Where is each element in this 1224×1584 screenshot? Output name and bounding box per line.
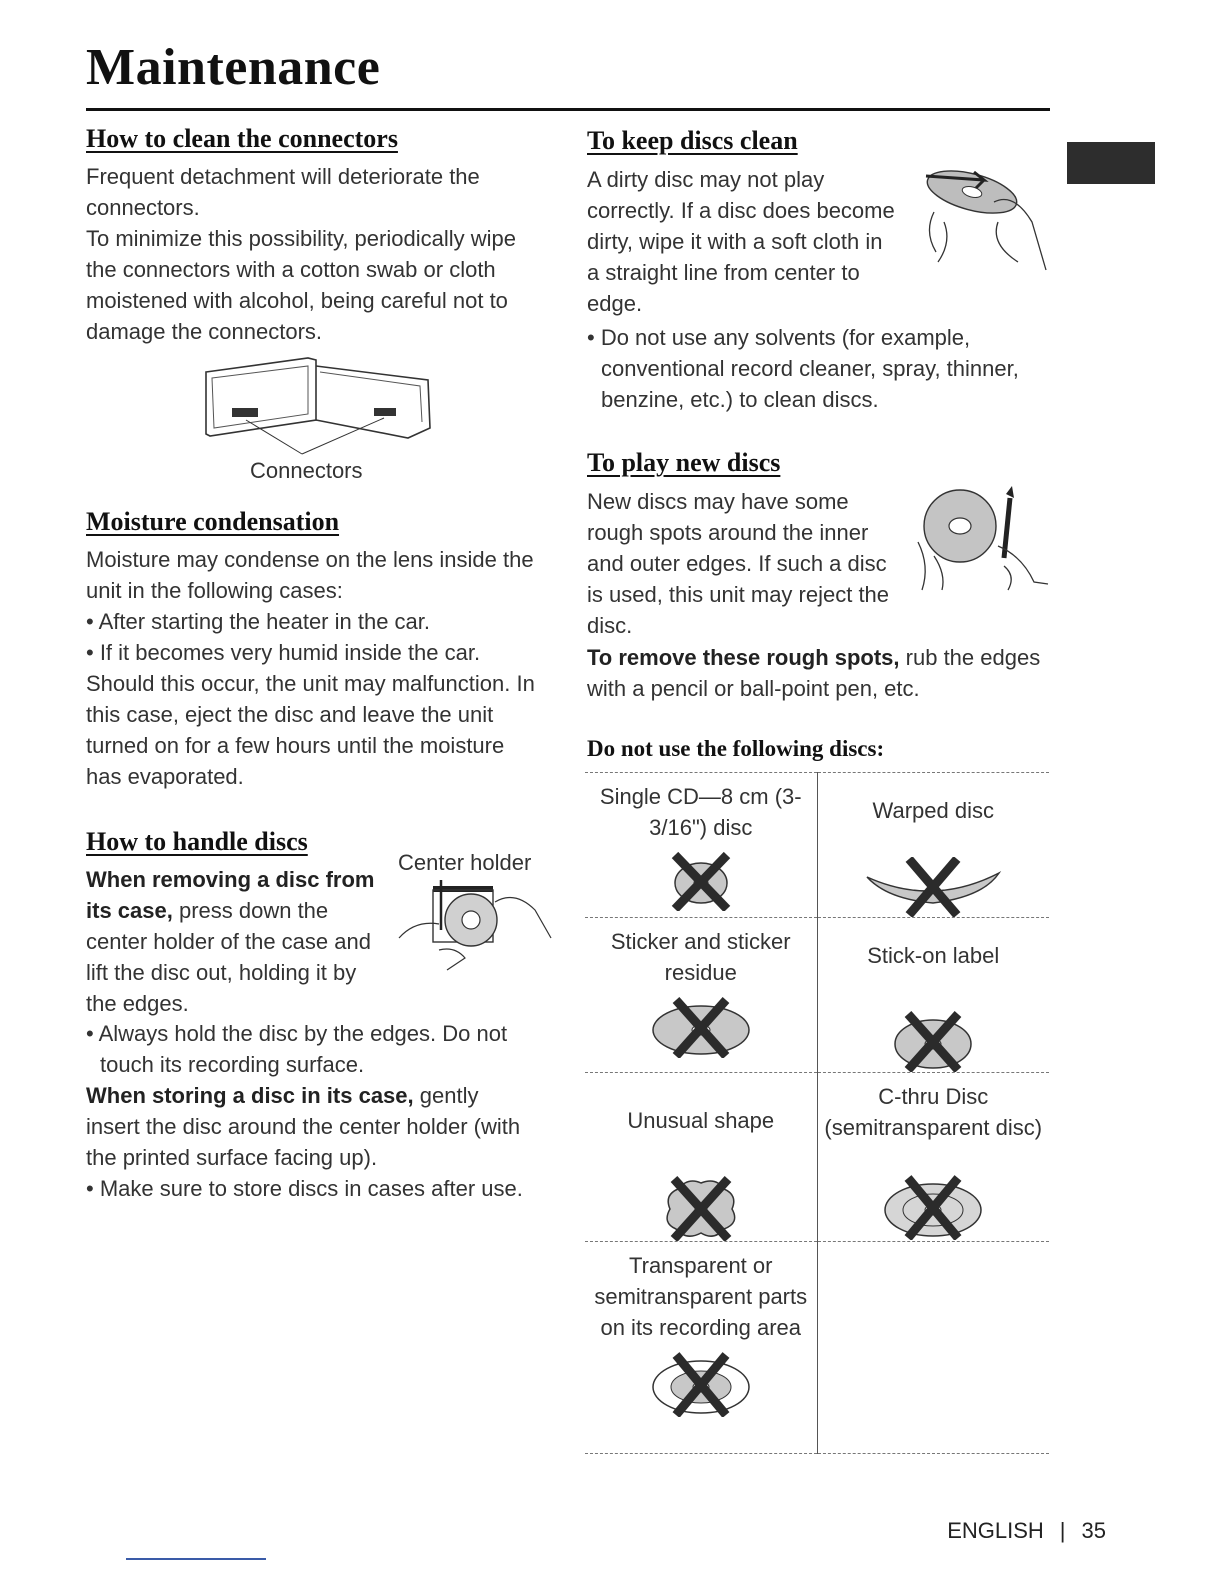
disc-cell-transparent-parts	[585, 1242, 817, 1454]
removing-text: press down the center holder of the case and lift the disc out, holding it by the edges.	[86, 898, 371, 1016]
handle-heading: How to handle discs	[86, 827, 308, 856]
handle-body	[86, 1018, 536, 1204]
title-rule	[86, 108, 1050, 111]
page-footer	[947, 1518, 1106, 1544]
newdiscs-heading: To play new discs	[587, 448, 781, 477]
connectors-para-1: Frequent detachment will deteriorate the connectors.	[86, 164, 480, 220]
disc-cell-stick-on-label	[817, 918, 1049, 1073]
clean-bullets	[587, 322, 1037, 415]
connectors-heading: How to clean the connectors	[86, 124, 398, 153]
disc-cell-label: Transparent or semitransparent parts on its recording area	[594, 1253, 808, 1340]
disc-cell-label: Stick-on label	[867, 943, 1000, 968]
crossed-disc-icon	[878, 1174, 988, 1240]
faceplate-connectors-illustration	[198, 350, 438, 460]
clean-para-1: A dirty disc may not play correctly. If a disc does become dirty, wipe it with a soft cloth in a straight line from center to edge.	[587, 167, 895, 316]
page-title: Maintenance	[86, 39, 381, 96]
disc-cell-label: C-thru Disc (semitransparent disc)	[824, 1084, 1043, 1140]
crossed-disc-icon	[646, 996, 756, 1058]
disc-cell-unusual-shape	[585, 1073, 817, 1242]
center-holder-caption: Center holder	[398, 850, 532, 875]
disc-cell-single-cd	[585, 773, 817, 918]
disc-cell-warped	[817, 773, 1049, 918]
newdiscs-para-1: New discs may have some rough spots around the inner and outer edges. If such a disc is used, this unit may reject the disc.	[587, 489, 890, 638]
donotuse-heading: Do not use the following discs:	[587, 736, 885, 761]
crossed-disc-icon	[656, 1175, 746, 1241]
disc-cell-label: Single CD—8 cm (3-3/16") disc	[599, 784, 802, 840]
disc-cell-label: Sticker and sticker residue	[610, 929, 791, 985]
disc-cell-label: Unusual shape	[627, 1108, 775, 1133]
crossed-disc-icon	[863, 857, 1003, 917]
moisture-bullet-2: • If it becomes very humid inside the car.	[86, 640, 481, 665]
storing-bold-lead: When storing a disc in its case,	[86, 1083, 414, 1108]
crossed-disc-icon	[646, 1351, 756, 1417]
newdiscs-remove	[587, 642, 1047, 704]
moisture-body	[86, 544, 541, 792]
moisture-bullet-1: • After starting the heater in the car.	[86, 609, 431, 634]
moisture-para-1: Moisture may condense on the lens inside the unit in the following cases:	[86, 547, 534, 603]
clean-bullet-1: • Do not use any solvents (for example, conventional record cleaner, spray, thinner, benzine, etc.) to clean discs.	[587, 325, 1019, 412]
removing-bold-lead: When removing a disc from its case,	[86, 867, 375, 923]
bottom-scan-line	[126, 1558, 266, 1560]
disc-cell-label: Warped disc	[872, 798, 994, 823]
page-number: 35	[1081, 1518, 1106, 1543]
footer-language: ENGLISH	[947, 1518, 1044, 1543]
connectors-body	[86, 161, 536, 347]
crossed-disc-icon	[888, 1010, 978, 1072]
handle-bullet-2: • Make sure to store discs in cases after use.	[86, 1176, 523, 1201]
connectors-para-2: To minimize this possibility, periodically wipe the connectors with a cotton swab or cloth moistened with alcohol, being careful not to damage the connectors.	[86, 226, 516, 344]
disc-case-illustration	[395, 880, 555, 972]
disc-cell-sticker-residue	[585, 918, 817, 1073]
section-tab-marker	[1067, 142, 1155, 184]
newdiscs-body	[587, 486, 897, 641]
moisture-heading: Moisture condensation	[86, 507, 340, 536]
handle-removing-text	[86, 864, 376, 1019]
disc-pencil-illustration	[912, 486, 1052, 596]
remove-bold-lead: To remove these rough spots,	[587, 645, 900, 670]
donotuse-table	[585, 772, 1049, 1454]
remove-text: rub the edges with a pencil or ball-point pen, etc.	[587, 645, 1041, 701]
footer-separator: |	[1059, 1518, 1066, 1543]
storing-text: gently insert the disc around the center holder (with the printed surface facing up).	[86, 1083, 521, 1170]
crossed-disc-icon	[661, 851, 741, 911]
clean-heading: To keep discs clean	[587, 126, 798, 155]
disc-cell-empty	[817, 1242, 1049, 1454]
handle-bullet-1: • Always hold the disc by the edges. Do not touch its recording surface.	[86, 1021, 508, 1077]
disc-cell-c-thru	[817, 1073, 1049, 1242]
connectors-caption: Connectors	[250, 458, 363, 483]
wiping-disc-illustration	[914, 162, 1054, 282]
moisture-para-2: Should this occur, the unit may malfunction. In this case, eject the disc and leave the unit turned on for a few hours until the moisture has evaporated.	[86, 671, 535, 789]
clean-body	[587, 164, 897, 319]
